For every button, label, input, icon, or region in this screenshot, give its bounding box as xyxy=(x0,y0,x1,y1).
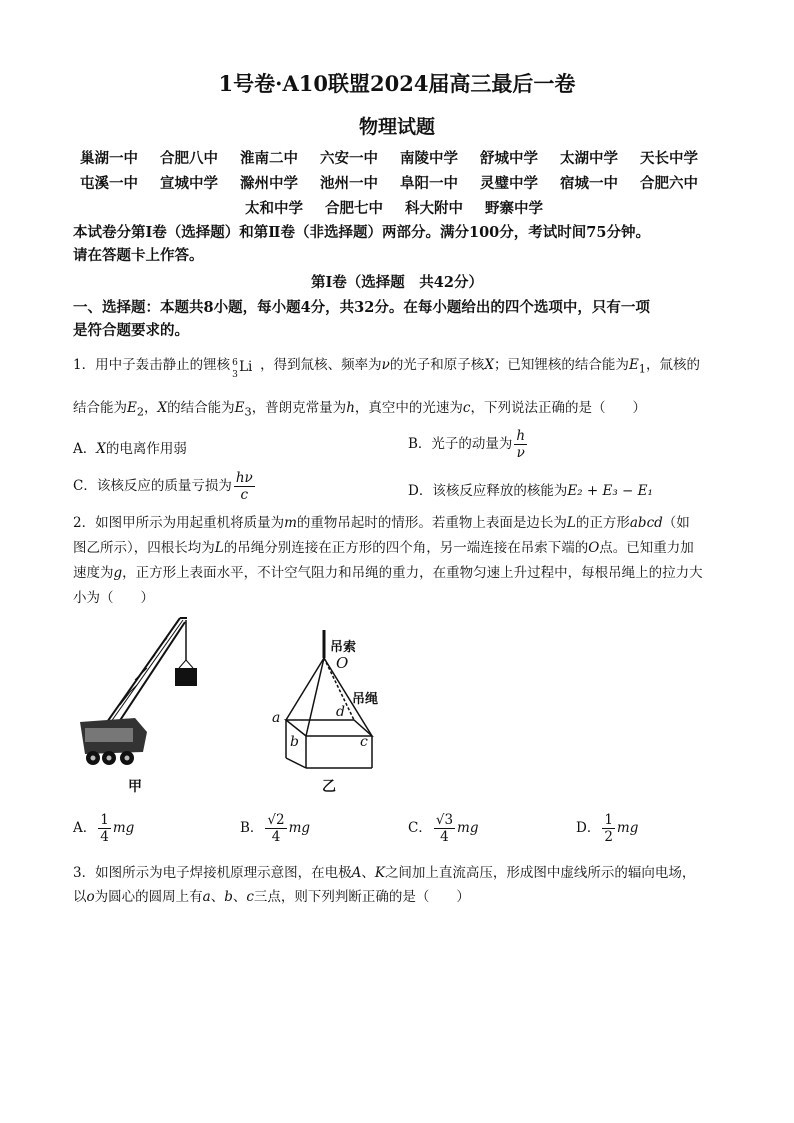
school-name: 科大附中 xyxy=(405,200,463,217)
school-name: 天长中学 xyxy=(640,150,698,167)
intro-line-1: 本试卷分第Ⅰ卷（选择题）和第Ⅱ卷（非选择题）两部分。满分100分，考试时间75分钟。 xyxy=(73,224,650,241)
option-label: D．该核反应释放的核能为 xyxy=(408,483,568,499)
exam-title: 1号卷·A10联盟2024届高三最后一卷 xyxy=(218,71,576,96)
option-label: C．该核反应的质量亏损为 xyxy=(73,478,232,494)
symbol: g xyxy=(113,565,123,581)
school-name: 舒城中学 xyxy=(480,150,538,167)
text: 的重物吊起时的情形。若重物上表面是边长为 xyxy=(296,515,567,531)
symbol: b xyxy=(224,889,233,905)
fig-label-diaosheng: 吊绳 xyxy=(352,692,379,707)
text: 、 xyxy=(210,889,225,905)
q2-stem-line-3 xyxy=(73,562,703,584)
fraction xyxy=(234,470,255,503)
text: 的光子和原子核 xyxy=(389,357,485,373)
school-name: 合肥七中 xyxy=(325,200,383,217)
subscript: 1 xyxy=(638,362,646,376)
text: 结合能为 xyxy=(73,400,127,416)
q1-option-c xyxy=(73,470,257,503)
fraction xyxy=(98,812,111,845)
symbol: E xyxy=(127,400,137,416)
numerator: √2 xyxy=(267,812,285,828)
symbol: X xyxy=(157,400,168,416)
fig-label-a: a xyxy=(272,710,281,726)
text: ， xyxy=(144,400,158,416)
school-name: 巢湖一中 xyxy=(80,150,138,167)
q2-option-c xyxy=(408,812,479,845)
q2-stem-line-1 xyxy=(73,512,690,534)
q1-option-d xyxy=(408,480,653,502)
q2-option-b xyxy=(240,812,310,845)
school-name: 合肥六中 xyxy=(640,175,698,192)
numerator: hν xyxy=(235,470,253,486)
lithium-nuclide xyxy=(230,356,260,380)
text: ，得到氚核、频率为 xyxy=(260,357,382,373)
q1-stem-line-1 xyxy=(73,354,700,381)
text: 的吊绳分别连接在正方形的四个角，另一端连接在吊索下端的 xyxy=(223,540,589,556)
denominator: 4 xyxy=(440,829,449,845)
denominator: 4 xyxy=(100,829,109,845)
mg: mg xyxy=(112,820,135,836)
fig-label-diaosuo: 吊索 xyxy=(330,640,357,655)
subscript: 3 xyxy=(244,405,252,419)
symbol: A xyxy=(351,865,362,881)
school-name: 池州一中 xyxy=(320,175,378,192)
option-label: A． xyxy=(73,441,97,457)
symbol: E xyxy=(234,400,245,416)
denominator: 4 xyxy=(271,829,281,845)
part1-heading: 第Ⅰ卷（选择题 共42分） xyxy=(311,274,483,291)
school-name: 宿城一中 xyxy=(560,175,618,192)
denominator: ν xyxy=(516,445,525,461)
subject-title: 物理试题 xyxy=(358,116,435,138)
text: 点。已知重力加 xyxy=(599,540,694,556)
school-name: 野寨中学 xyxy=(485,200,543,217)
school-name: 合肥八中 xyxy=(160,150,218,167)
text: ，普朗克常量为 xyxy=(251,400,347,416)
mg: mg xyxy=(616,820,639,836)
q1-option-a xyxy=(73,438,187,460)
text: ，下列说法正确的是（ ） xyxy=(470,400,646,416)
text: ，真空中的光速为 xyxy=(354,400,463,416)
crane-figure xyxy=(75,610,205,775)
option-expression: E₂ + E₃ − E₁ xyxy=(567,483,653,499)
text: ，氚核的 xyxy=(645,357,700,373)
numerator: h xyxy=(516,428,526,444)
text: （如 xyxy=(662,515,690,531)
text: 2．如图甲所示为用起重机将质量为 xyxy=(73,515,285,531)
text: ，正方形上表面水平，不计空气阻力和吊绳的重力，在重物匀速上升过程中，每根吊绳上的拉力大 xyxy=(122,565,703,581)
fraction xyxy=(434,812,455,845)
symbol: K xyxy=(374,865,385,881)
option-label: D． xyxy=(576,820,601,836)
mg: mg xyxy=(457,820,479,836)
denominator: c xyxy=(240,487,249,503)
symbol: X xyxy=(96,441,106,457)
school-name: 淮南二中 xyxy=(240,150,298,167)
symbol: L xyxy=(214,540,224,556)
text: 之间加上直流高压，形成图中虚线所示的辐向电场， xyxy=(384,865,696,881)
q2-option-a xyxy=(73,812,134,845)
school-name: 南陵中学 xyxy=(400,150,458,167)
text: 为圆心的圆周上有 xyxy=(94,889,203,905)
element-symbol: Li xyxy=(239,358,253,375)
mass-number: 6 xyxy=(232,357,238,368)
symbol: o xyxy=(86,889,95,905)
school-name: 太和中学 xyxy=(245,200,303,217)
school-row-3 xyxy=(245,197,565,218)
symbol: O xyxy=(588,540,600,556)
figure-label-jia: 甲 xyxy=(128,779,142,795)
school-name: 六安一中 xyxy=(320,150,378,167)
fig-label-c: c xyxy=(360,734,368,750)
q3-stem-line-1 xyxy=(73,862,695,884)
symbol: c xyxy=(246,889,254,905)
school-name: 太湖中学 xyxy=(560,150,618,167)
school-row-2 xyxy=(80,172,720,193)
option-label: B．光子的动量为 xyxy=(408,436,513,452)
q2-stem-line-2 xyxy=(73,537,694,559)
school-row-1 xyxy=(80,147,720,168)
mg: mg xyxy=(288,820,311,836)
symbol: E xyxy=(628,357,639,373)
text: 速度为 xyxy=(73,565,114,581)
school-name: 滁州中学 xyxy=(240,175,298,192)
section-instructions-1: 一、选择题：本题共8小题，每小题4分，共32分。在每小题给出的四个选项中，只有一项 xyxy=(73,299,650,316)
symbol: ν xyxy=(381,357,390,373)
subscript: 2 xyxy=(136,405,145,419)
denominator: 2 xyxy=(604,829,613,845)
text: 三点，则下列判断正确的是（ ） xyxy=(253,889,470,905)
q2-stem-line-4: 小为（ ） xyxy=(73,590,154,606)
text: ；已知锂核的结合能为 xyxy=(493,357,629,373)
symbol: abcd xyxy=(629,515,663,531)
symbol: c xyxy=(462,400,471,416)
text: 的结合能为 xyxy=(167,400,235,416)
q3-stem-line-2 xyxy=(73,886,470,908)
numerator: 1 xyxy=(100,812,109,828)
school-name: 灵璧中学 xyxy=(480,175,538,192)
school-name: 宣城中学 xyxy=(160,175,218,192)
text: 以 xyxy=(73,889,87,905)
symbol: X xyxy=(484,357,494,373)
text: 图乙所示），四根长均为 xyxy=(73,540,215,556)
q2-option-d xyxy=(576,812,638,845)
text: 的正方形 xyxy=(575,515,630,531)
symbol: L xyxy=(566,515,576,531)
text: 、 xyxy=(232,889,247,905)
numerator: 1 xyxy=(604,812,613,828)
section-instructions-2: 是符合题要求的。 xyxy=(73,322,189,339)
symbol: m xyxy=(284,515,297,531)
numerator: √3 xyxy=(435,812,454,828)
q1-option-b xyxy=(408,428,529,461)
symbol: a xyxy=(202,889,211,905)
atomic-number: 3 xyxy=(232,369,238,380)
option-label: A． xyxy=(73,820,97,836)
symbol: h xyxy=(346,400,355,416)
figure-label-yi: 乙 xyxy=(322,779,336,795)
text: 1．用中子轰击静止的锂核 xyxy=(73,357,231,373)
text: 3．如图所示为电子焊接机原理示意图，在电极 xyxy=(73,865,352,881)
school-name: 阜阳一中 xyxy=(400,175,458,192)
option-label: B． xyxy=(240,820,264,836)
fig-label-d: d xyxy=(336,704,345,720)
fraction xyxy=(514,428,527,461)
option-label: C． xyxy=(408,820,432,836)
fig-label-b: b xyxy=(290,734,299,750)
q1-stem-line-2 xyxy=(73,397,646,424)
text: 、 xyxy=(361,865,375,881)
fig-label-O: O xyxy=(336,654,349,672)
fraction xyxy=(265,812,286,845)
option-text: 的电离作用弱 xyxy=(105,441,187,457)
intro-line-2: 请在答题卡上作答。 xyxy=(73,247,204,264)
fraction xyxy=(602,812,615,845)
school-name: 屯溪一中 xyxy=(80,175,138,192)
